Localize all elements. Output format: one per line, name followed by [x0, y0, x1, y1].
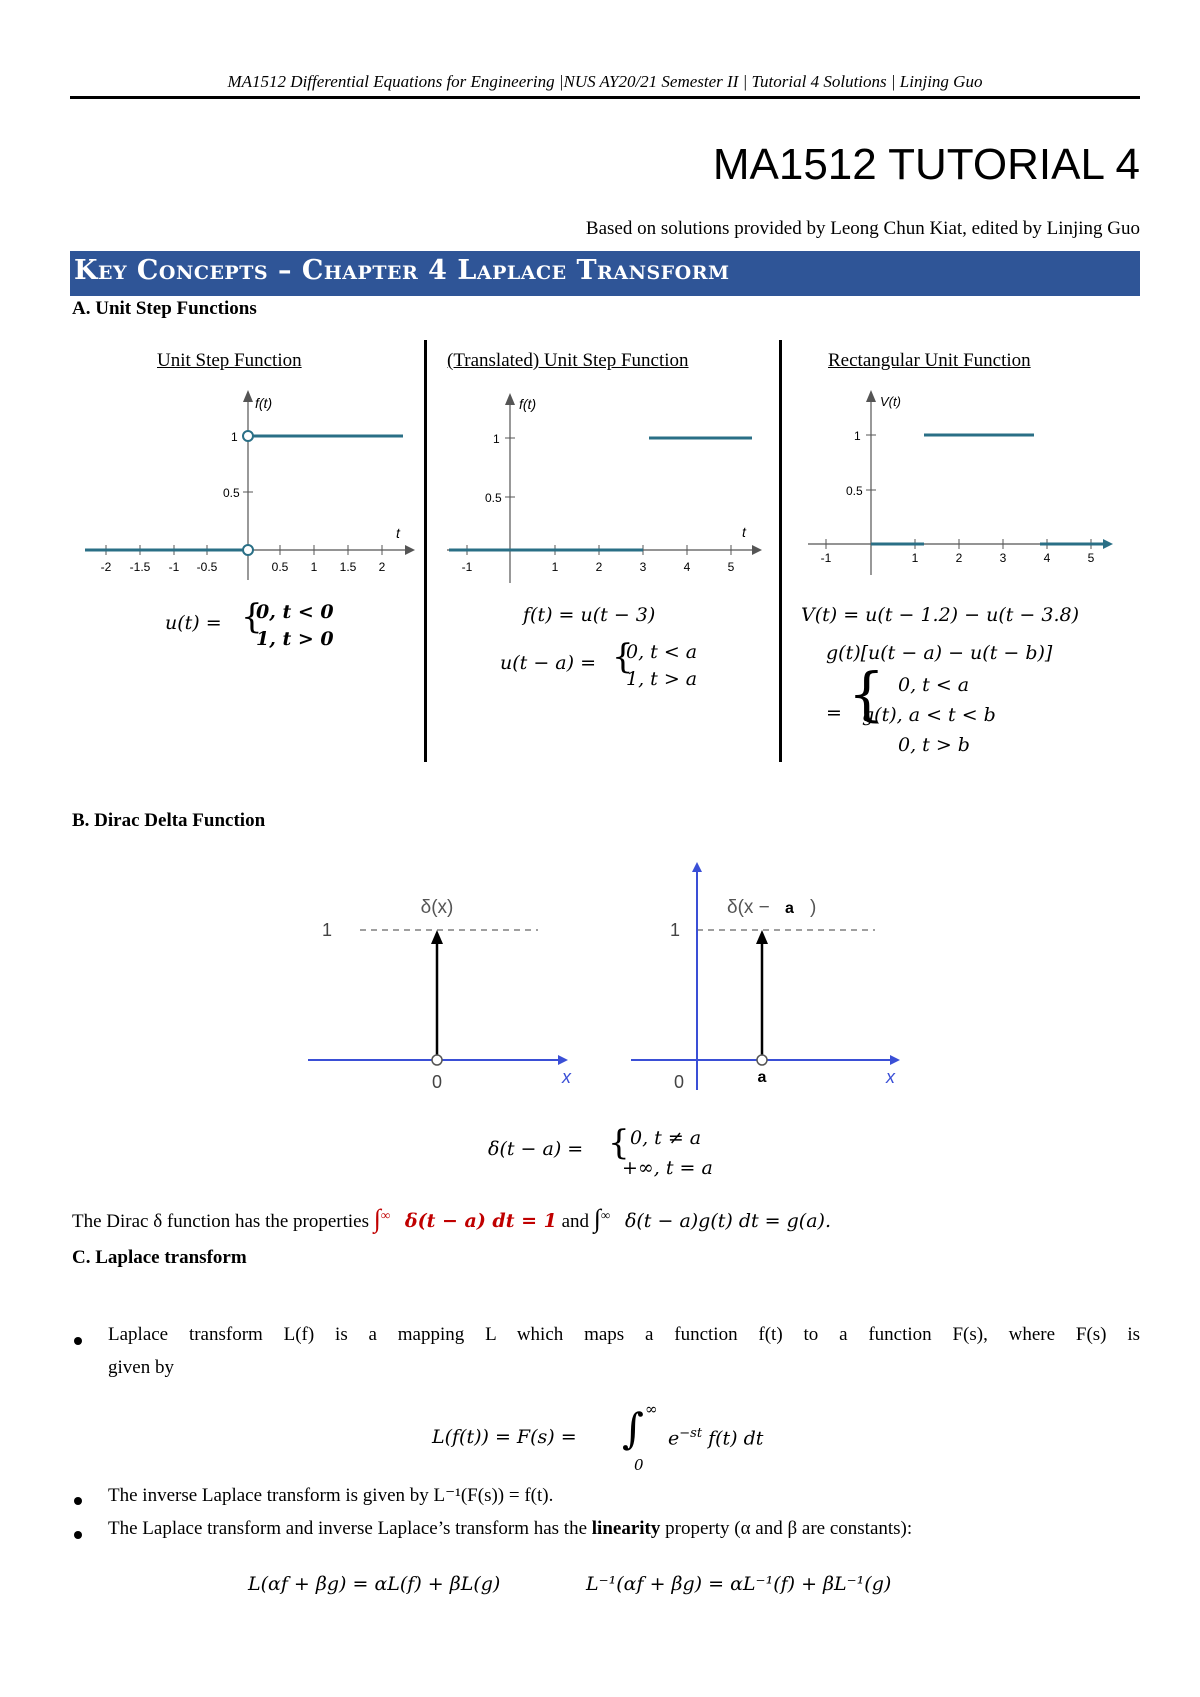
- svg-text:1.5: 1.5: [339, 560, 357, 574]
- svg-text:x: x: [562, 1067, 571, 1087]
- delta-definition-lhs: δ(t − a) =: [488, 1138, 584, 1160]
- brace: {: [848, 660, 885, 728]
- svg-text:1: 1: [911, 551, 919, 565]
- svg-text:2: 2: [378, 560, 386, 574]
- bullet-icon: [74, 1497, 82, 1505]
- svg-text:0.5: 0.5: [271, 560, 289, 574]
- svg-text:1: 1: [493, 432, 500, 446]
- panel1-caption: Unit Step Function: [157, 350, 302, 371]
- panel3-caption: Rectangular Unit Function: [828, 350, 1031, 371]
- rectangular-unit-graph: [808, 390, 1118, 590]
- svg-text:V(t): V(t): [880, 394, 901, 409]
- svg-text:-2: -2: [100, 560, 112, 574]
- key-concepts-heading: Key Concepts – Chapter 4 Laplace Transform: [74, 255, 730, 286]
- svg-text:f(t): f(t): [519, 396, 537, 412]
- panel3-cases: 0, t < a g(t), a < t < b 0, t > b: [862, 674, 996, 756]
- svg-text:-0.5: -0.5: [196, 560, 218, 574]
- panel1-y-tick-0.5: 0.5: [223, 486, 240, 500]
- svg-text:-1.5: -1.5: [129, 560, 151, 574]
- bullet1-line2: given by: [108, 1357, 174, 1378]
- dirac-properties-line: The Dirac δ function has the properties ∫∞ δ(t − a) dt = 1 and ∫∞ δ(t − a)g(t) dt = g(a).: [72, 1204, 831, 1233]
- svg-text:1: 1: [310, 560, 318, 574]
- dirac-delta-plot: [290, 890, 580, 1100]
- svg-text:t: t: [742, 524, 746, 540]
- panel2-caption: (Translated) Unit Step Function: [447, 350, 689, 371]
- svg-text:0.5: 0.5: [485, 491, 502, 505]
- svg-text:1: 1: [322, 920, 333, 940]
- panel1-x-label: t: [396, 525, 400, 541]
- properties-text: The Dirac δ function has the properties: [72, 1211, 370, 1232]
- svg-text:2: 2: [955, 551, 963, 565]
- brace: {: [608, 1123, 630, 1163]
- running-header: MA1512 Differential Equations for Engineering |NUS AY20/21 Semester II | Tutorial 4 Solutions | Linjing Guo: [227, 72, 983, 91]
- svg-text:0.5: 0.5: [846, 484, 863, 498]
- panel3-formula-lhs: =: [826, 702, 842, 724]
- svg-text:5: 5: [1087, 551, 1095, 565]
- panel1-formula-lhs: u(t) =: [165, 612, 222, 634]
- svg-text:x: x: [886, 1067, 895, 1087]
- laplace-int-upper: ∞: [645, 1400, 658, 1418]
- property-2: δ(t − a)g(t) dt = g(a).: [624, 1210, 831, 1232]
- bullet3: The Laplace transform and inverse Laplace’s transform has the linearity property (α and β are constants):: [108, 1518, 913, 1539]
- svg-text:a: a: [757, 1069, 767, 1086]
- page-title: MA1512 TUTORIAL 4: [712, 140, 1140, 189]
- panel3-formula-2: g(t)[u(t − a) − u(t − b)]: [826, 642, 1053, 664]
- svg-text:a: a: [785, 900, 794, 917]
- svg-text:1: 1: [854, 429, 861, 443]
- section-b-heading: B. Dirac Delta Function: [72, 810, 266, 831]
- linearity-formula-1: L(αf + βg) = αL(f) + βL(g): [248, 1573, 501, 1595]
- bullet2: The inverse Laplace transform is given by L⁻¹(F(s)) = f(t).: [108, 1485, 554, 1506]
- svg-text:5: 5: [727, 560, 735, 574]
- section-a-heading: A. Unit Step Functions: [72, 298, 257, 319]
- key-concepts-heading-bar: [70, 251, 1140, 296]
- header-rule: [70, 96, 1140, 99]
- bullet-icon: [74, 1337, 82, 1345]
- svg-text:δ(x): δ(x): [420, 897, 454, 918]
- delta-cases: 0, t ≠ a +∞, t = a: [622, 1127, 713, 1179]
- section-c-heading: C. Laplace transform: [72, 1247, 247, 1268]
- panel2-cases: 0, t < a 1, t > a: [626, 641, 698, 690]
- shifted-dirac-delta-plot: [627, 860, 917, 1100]
- svg-text:4: 4: [1043, 551, 1051, 565]
- svg-text:0: 0: [431, 1072, 443, 1092]
- panel3-formula-1: V(t) = u(t − 1.2) − u(t − 3.8): [801, 604, 1080, 626]
- svg-text:1: 1: [670, 920, 681, 940]
- credit-line: Based on solutions provided by Leong Chun Kiat, edited by Linjing Guo: [585, 218, 1140, 239]
- brace: {: [241, 597, 263, 637]
- property-1: δ(t − a) dt = 1: [404, 1210, 557, 1232]
- panel1-y-label: f(t): [255, 395, 273, 411]
- integral-sign-icon: ∫: [373, 1204, 381, 1233]
- panel2-formula-lhs: u(t − a) =: [500, 652, 596, 674]
- svg-text:0: 0: [674, 1072, 685, 1092]
- laplace-int-lower: 0: [634, 1456, 644, 1474]
- translated-step-graph: [447, 393, 767, 593]
- panel-divider-1: [424, 340, 427, 762]
- svg-text:1: 1: [551, 560, 559, 574]
- linearity-formula-2: L⁻¹(αf + βg) = αL⁻¹(f) + βL⁻¹(g): [586, 1573, 892, 1595]
- laplace-def-lhs: L(f(t)) = F(s) =: [432, 1426, 577, 1448]
- panel-divider-2: [779, 340, 782, 762]
- svg-text:2: 2: [595, 560, 603, 574]
- svg-text:-1: -1: [461, 560, 473, 574]
- brace: {: [612, 637, 634, 677]
- panel1-y-tick-1: 1: [231, 430, 238, 444]
- svg-text:4: 4: [683, 560, 691, 574]
- integral-sign-icon: ∫: [593, 1204, 601, 1233]
- svg-text:-1: -1: [168, 560, 180, 574]
- svg-text:): ): [810, 897, 817, 918]
- bullet-icon: [74, 1531, 82, 1539]
- svg-text:δ(x −: δ(x −: [727, 897, 770, 918]
- panel1-cases: 0, t < 0 1, t > 0: [256, 601, 334, 650]
- svg-text:-1: -1: [820, 551, 832, 565]
- svg-text:3: 3: [999, 551, 1007, 565]
- panel2-formula-1: f(t) = u(t − 3): [523, 604, 656, 626]
- bullet1-line1: Laplace transform L(f) is a mapping L which maps a function f(t) to a function F(s), where F(s) is: [108, 1324, 1140, 1345]
- laplace-def-integrand: $e^{-st}$ f(t) dt: [668, 1426, 764, 1450]
- svg-text:3: 3: [639, 560, 647, 574]
- integral-sign-icon: ∫: [622, 1404, 644, 1453]
- unit-step-graph: [85, 390, 415, 590]
